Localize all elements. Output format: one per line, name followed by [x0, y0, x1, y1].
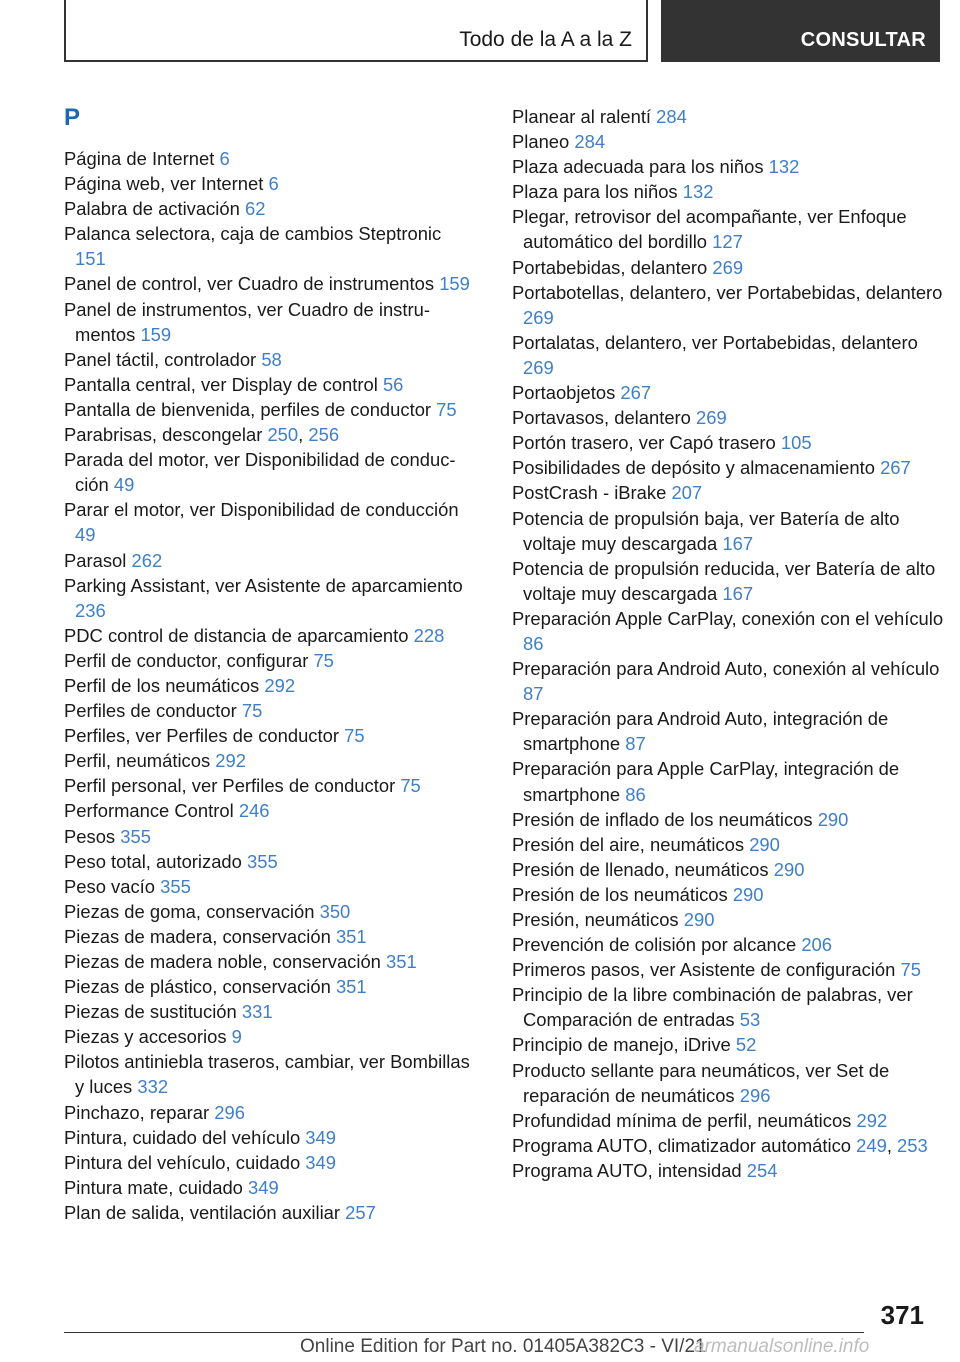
page-link[interactable]: 269	[696, 407, 727, 429]
index-entry-text: Perfil de los neumáticos	[64, 674, 260, 696]
page-link[interactable]: 269	[712, 256, 744, 278]
index-column-right	[512, 104, 944, 1183]
index-entry-text: Perfiles, ver Perfiles de conductor	[64, 725, 339, 747]
index-entry	[64, 849, 474, 874]
index-entry-text: Piezas de madera noble, conservación	[64, 951, 381, 972]
index-entry	[512, 506, 944, 556]
page-number: 371	[880, 1300, 924, 1330]
index-entry-text: Piezas de goma, conservación	[64, 900, 315, 922]
index-entry-text: Preparación Apple CarPlay, conexión con el vehículo	[512, 607, 944, 629]
index-entry	[512, 932, 944, 957]
index-entry-text: Plegar, retrovisor del acompañante, ver Enfoque automático del bordillo	[512, 206, 907, 253]
page-link[interactable]: 151	[75, 248, 106, 270]
index-entry-text: Producto sellante para neumáticos, ver Set de reparación de neumáticos	[512, 1059, 890, 1106]
page-link[interactable]: 332	[137, 1076, 169, 1098]
page-link[interactable]: 58	[261, 348, 282, 370]
index-entry	[512, 857, 944, 882]
index-entry-text: Perfil personal, ver Perfiles de conductor	[64, 775, 396, 797]
page-link[interactable]: 296	[739, 1084, 771, 1106]
index-entry	[512, 882, 944, 907]
index-entry-text: Pesos	[64, 825, 116, 847]
page-link[interactable]: 267	[880, 457, 911, 479]
index-entry-text: Plaza adecuada para los niños	[512, 156, 764, 178]
index-entry-text: Portabotellas, delantero, ver Portabebidas, delantero	[512, 281, 943, 303]
index-entry	[512, 832, 944, 857]
page-link[interactable]: 256	[308, 424, 340, 446]
index-entry-text: Pintura del vehículo, cuidado	[64, 1151, 301, 1173]
index-entry	[512, 1158, 944, 1183]
page-link[interactable]: 62	[244, 198, 266, 220]
index-entry-text: Planeo	[512, 131, 570, 153]
index-entry	[512, 656, 944, 706]
index-entry	[512, 480, 944, 505]
page-link[interactable]: 290	[773, 858, 805, 880]
page-link[interactable]: 159	[140, 323, 172, 345]
index-entry	[64, 798, 474, 823]
index-entry	[512, 957, 944, 982]
page-link[interactable]: 132	[682, 181, 714, 203]
index-entry-text: Piezas de plástico, conservación	[64, 976, 331, 998]
index-entry	[64, 221, 474, 271]
page-link[interactable]: 250	[267, 424, 299, 446]
index-entry: Parabrisas, descongelar 250, 256	[64, 424, 340, 446]
index-entry-text: Portalatas, delantero, ver Portabebidas, delantero	[512, 331, 918, 353]
index-entry	[512, 104, 944, 129]
index-entry-text: Perfil de conductor, configurar	[64, 649, 309, 671]
index-entry-text: Presión de los neumáticos	[512, 883, 728, 905]
index-entry	[512, 1058, 944, 1108]
index-entry-text: Principio de manejo, iDrive	[512, 1034, 731, 1056]
index-entry	[64, 623, 474, 648]
index-entry	[512, 1108, 944, 1133]
page-link[interactable]: 355	[247, 850, 278, 872]
index-entry-text: Parasol	[64, 549, 127, 571]
page-link[interactable]: 284	[574, 131, 606, 153]
page-link[interactable]: 249	[856, 1134, 887, 1156]
page-link[interactable]: 75	[241, 700, 263, 722]
index-entry	[512, 129, 944, 154]
index-entry	[64, 271, 474, 296]
header-section-title: Todo de la A a la Z	[459, 28, 632, 51]
index-entry-text: Perfil, neumáticos	[64, 750, 211, 772]
index-entry-text: Primeros pasos, ver Asistente de configuración	[512, 959, 896, 981]
page-link[interactable]: 349	[305, 1126, 336, 1148]
index-entry	[64, 146, 474, 171]
index-entry-text: Portabebidas, delantero	[512, 256, 708, 278]
index-entry	[64, 698, 474, 723]
index-column-left	[64, 96, 474, 1225]
index-entry	[64, 297, 474, 347]
page-link[interactable]: 167	[722, 582, 754, 604]
index-entry-text: Panel de control, ver Cuadro de instrumentos	[64, 273, 435, 295]
page-link[interactable]: 269	[523, 306, 554, 328]
index-entry-text: Piezas y accesorios	[64, 1026, 227, 1048]
page-link[interactable]: 350	[319, 900, 351, 922]
index-entry	[64, 1100, 474, 1125]
index-entry-text: Perfiles de conductor	[64, 700, 237, 722]
page-link[interactable]: 290	[683, 909, 715, 930]
index-entry	[64, 171, 474, 196]
index-entry	[512, 330, 944, 380]
index-entry	[512, 982, 944, 1032]
index-entry-text: Preparación para Android Auto, conexión al vehículo	[512, 658, 940, 680]
page-link[interactable]: 262	[131, 549, 163, 571]
index-entry	[64, 924, 474, 949]
index-entry	[64, 1024, 474, 1049]
index-entry	[64, 723, 474, 748]
page-link[interactable]: 49	[75, 524, 96, 546]
index-entry-text: Pinchazo, reparar	[64, 1101, 210, 1123]
page-link[interactable]: 228	[413, 624, 445, 646]
index-entry-text: Planear al ralentí	[512, 106, 652, 127]
index-entry	[64, 447, 474, 497]
page-link[interactable]: 349	[248, 1176, 279, 1198]
page-link[interactable]: 52	[735, 1034, 757, 1056]
page-link[interactable]: 246	[238, 800, 270, 822]
page-link[interactable]: 351	[335, 925, 367, 947]
page-link[interactable]: 355	[160, 875, 191, 897]
index-entry	[64, 673, 474, 698]
page-link[interactable]: 75	[344, 725, 365, 747]
index-entry	[512, 255, 944, 280]
index-entry-text: Peso total, autorizado	[64, 850, 242, 872]
page-link[interactable]: 351	[335, 976, 367, 998]
page-link[interactable]: 296	[214, 1101, 245, 1123]
index-entry	[64, 548, 474, 573]
index-entry	[64, 748, 474, 773]
index-entry	[512, 907, 944, 932]
header-tab-label: CONSULTAR	[800, 29, 926, 51]
index-entry-text: Piezas de madera, conservación	[64, 925, 331, 947]
page-link[interactable]: 290	[817, 808, 849, 830]
page-link[interactable]: 75	[400, 775, 421, 797]
index-entry	[64, 1200, 474, 1225]
index-entry-text: Programa AUTO, intensidad	[512, 1159, 742, 1181]
index-entry	[64, 196, 474, 221]
index-entry-text: Preparación para Apple CarPlay, integración de smartphone	[512, 758, 900, 805]
index-entry-text: Preparación para Android Auto, integración de smartphone	[512, 708, 889, 755]
index-list-left	[64, 146, 474, 1225]
page-link[interactable]: 292	[856, 1109, 888, 1131]
index-entry	[64, 397, 474, 422]
index-entry	[512, 154, 944, 179]
index-entry	[64, 1150, 474, 1175]
page-link[interactable]: 6	[268, 173, 279, 195]
index-entry-text: Posibilidades de depósito y almacenamiento	[512, 457, 875, 479]
index-entry-text: Presión de llenado, neumáticos	[512, 858, 769, 880]
header-section-box	[64, 0, 648, 62]
page-link[interactable]: 206	[801, 934, 833, 956]
index-entry-text: Potencia de propulsión baja, ver Batería de alto voltaje muy descargada	[512, 507, 900, 554]
page-link[interactable]: 56	[382, 373, 404, 395]
page-link[interactable]: 127	[712, 231, 743, 253]
index-entry	[512, 556, 944, 606]
index-entry-text: Parada del motor, ver Disponibilidad de conducción	[64, 449, 456, 496]
index-entry	[64, 648, 474, 673]
index-entry-text: Performance Control	[64, 800, 234, 822]
page-link[interactable]: 159	[439, 273, 470, 295]
index-entry-text: Plan de salida, ventilación auxiliar	[64, 1201, 341, 1223]
index-entry	[512, 380, 944, 405]
index-entry	[512, 606, 944, 656]
index-entry	[64, 949, 474, 974]
page-link[interactable]: 86	[523, 632, 544, 654]
page-link[interactable]: 167	[722, 532, 754, 554]
index-entry	[64, 1125, 474, 1150]
page-link[interactable]: 9	[231, 1026, 242, 1048]
page-link[interactable]: 75	[900, 959, 921, 981]
page-link[interactable]: 75	[436, 398, 457, 420]
index-entry-text: Portavasos, delantero	[512, 407, 691, 429]
page-link[interactable]: 53	[739, 1009, 761, 1031]
index-entry-text: Palabra de activación	[64, 198, 240, 220]
index-entry	[64, 874, 474, 899]
index-entry	[512, 756, 944, 806]
page-link[interactable]: 355	[120, 825, 151, 847]
index-entry-text: Página de Internet	[64, 148, 215, 169]
header-tab[interactable]	[661, 0, 940, 62]
index-entry	[64, 347, 474, 372]
page-link[interactable]: 351	[386, 951, 417, 972]
page-link[interactable]: 207	[671, 482, 703, 504]
index-entry	[64, 372, 474, 397]
page-link[interactable]: 290	[732, 883, 764, 905]
index-entry-text: Presión, neumáticos	[512, 909, 679, 930]
index-entry	[512, 1032, 944, 1057]
index-entry-text: Página web, ver Internet	[64, 173, 264, 195]
index-entry-text: Panel táctil, controlador	[64, 348, 257, 370]
index-entry	[512, 405, 944, 430]
index-entry	[64, 974, 474, 999]
page-link[interactable]: 6	[219, 148, 230, 169]
index-entry-text: Portón trasero, ver Capó trasero	[512, 432, 776, 454]
page-link[interactable]: 257	[345, 1201, 376, 1223]
index-entry-text: Portaobjetos	[512, 382, 616, 404]
index-entry-text: Plaza para los niños	[512, 181, 678, 203]
page-link[interactable]: 292	[264, 674, 296, 696]
page-link[interactable]: 284	[656, 106, 687, 127]
index-entry	[512, 430, 944, 455]
page-link[interactable]: 105	[780, 432, 812, 454]
page-link[interactable]: 75	[313, 649, 334, 671]
index-entry	[512, 455, 944, 480]
footer-edition: Online Edition for Part no. 01405A382C3 - VI/21	[300, 1336, 706, 1357]
index-entry	[512, 280, 944, 330]
index-entry-text: Presión de inflado de los neumáticos	[512, 808, 813, 830]
index-entry	[64, 773, 474, 798]
page-link[interactable]: 236	[75, 599, 106, 621]
index-entry-text: PDC control de distancia de aparcamiento	[64, 624, 409, 646]
index-entry	[64, 824, 474, 849]
footer-divider	[64, 1332, 864, 1333]
index-entry-text: Pantalla central, ver Display de control	[64, 373, 378, 395]
index-entry-text: Piezas de sustitución	[64, 1001, 237, 1023]
page-link[interactable]: 87	[625, 733, 646, 755]
index-entry	[64, 1175, 474, 1200]
index-entry	[512, 179, 944, 204]
index-entry-text: Peso vacío	[64, 875, 155, 897]
index-entry	[512, 204, 944, 254]
index-entry	[512, 807, 944, 832]
index-entry-text: Palanca selectora, caja de cambios Steptronic	[64, 223, 442, 245]
index-entry	[64, 573, 474, 623]
index-list-right	[512, 104, 944, 1183]
page-link[interactable]: 87	[523, 683, 544, 705]
index-entry-text: Parabrisas, descongelar	[64, 424, 263, 446]
page-link[interactable]: 349	[305, 1151, 336, 1173]
index-entry-text: Parking Assistant, ver Asistente de aparcamiento	[64, 574, 463, 596]
index-entry-text: Potencia de propulsión reducida, ver Batería de alto voltaje muy descargada	[512, 557, 936, 604]
index-entry-text: Programa AUTO, climatizador automático	[512, 1134, 851, 1156]
page-link[interactable]: 132	[768, 156, 800, 178]
page-link[interactable]: 292	[215, 750, 246, 772]
index-entry-text: Pilotos antiniebla traseros, cambiar, ver Bombillas y luces	[64, 1051, 470, 1098]
index-entry-text: Pintura, cuidado del vehículo	[64, 1126, 301, 1148]
page-link[interactable]: 253	[897, 1134, 928, 1156]
index-letter-heading: P	[64, 104, 81, 131]
page-link[interactable]: 86	[625, 783, 646, 805]
index-entry-text: Parar el motor, ver Disponibilidad de conducción	[64, 499, 459, 521]
page-link[interactable]: 49	[113, 474, 135, 496]
page-link[interactable]: 290	[749, 833, 780, 855]
index-entry-text: Pintura mate, cuidado	[64, 1176, 243, 1198]
page-link[interactable]: 269	[523, 356, 554, 378]
index-entry-text: Principio de la libre combinación de palabras, ver Comparación de entradas	[512, 984, 913, 1031]
index-entry-text: PostCrash - iBrake	[512, 482, 667, 504]
page-link[interactable]: 267	[620, 382, 652, 404]
index-entry	[64, 1049, 474, 1099]
index-entry: Programa AUTO, climatizador automático 249, 253	[512, 1134, 928, 1156]
index-entry-text: Pantalla de bienvenida, perfiles de conductor	[64, 398, 432, 420]
index-entry	[64, 899, 474, 924]
index-entry-text: Profundidad mínima de perfil, neumáticos	[512, 1109, 852, 1131]
index-entry	[64, 497, 474, 547]
index-entry-text: Panel de instrumentos, ver Cuadro de instrumentos	[64, 298, 430, 345]
index-entry-text: Prevención de colisión por alcance	[512, 934, 797, 956]
index-entry-text: Presión del aire, neumáticos	[512, 833, 745, 855]
index-entry	[64, 999, 474, 1024]
watermark: armanualsonline.info	[694, 1336, 870, 1357]
page-link[interactable]: 254	[746, 1159, 778, 1181]
index-entry	[512, 706, 944, 756]
page-link[interactable]: 331	[241, 1001, 273, 1023]
